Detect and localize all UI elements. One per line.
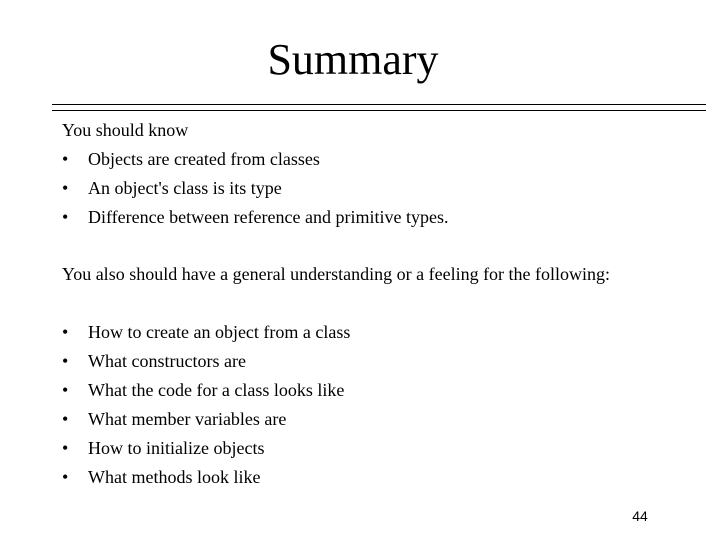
title-divider-top [52,104,706,105]
list-item-text: An object's class is its type [88,178,282,198]
list-item [62,203,448,232]
section-1-intro: You should know [62,120,189,140]
list-item [62,376,350,405]
bullet-icon: • [62,322,69,342]
list-item [62,463,350,492]
list-item [62,347,350,376]
list-item [62,145,448,174]
bullet-icon: • [62,380,69,400]
bullet-icon: • [62,178,69,198]
bullet-icon: • [62,409,69,429]
list-item [62,174,448,203]
list-item-text: What methods look like [88,467,261,487]
list-item-text: Objects are created from classes [88,149,320,169]
bullet-icon: • [62,207,69,227]
section-2-list [62,318,350,492]
list-item-text: What constructors are [88,351,246,371]
list-item-text: Difference between reference and primitive types. [88,207,449,227]
bullet-icon: • [62,467,69,487]
bullet-icon: • [62,149,69,169]
list-item [62,405,350,434]
section-1-list [62,145,448,232]
bullet-icon: • [62,438,69,458]
page-number: 44 [632,508,648,524]
list-item [62,434,350,463]
list-item [62,318,350,347]
slide-title: Summary [267,35,439,84]
list-item-text: What the code for a class looks like [88,380,345,400]
list-item-text: How to create an object from a class [88,322,351,342]
list-item-text: How to initialize objects [88,438,265,458]
title-divider-bottom [52,110,706,111]
list-item-text: What member variables are [88,409,287,429]
section-2-intro: You also should have a general understanding or a feeling for the following: [62,264,611,284]
bullet-icon: • [62,351,69,371]
